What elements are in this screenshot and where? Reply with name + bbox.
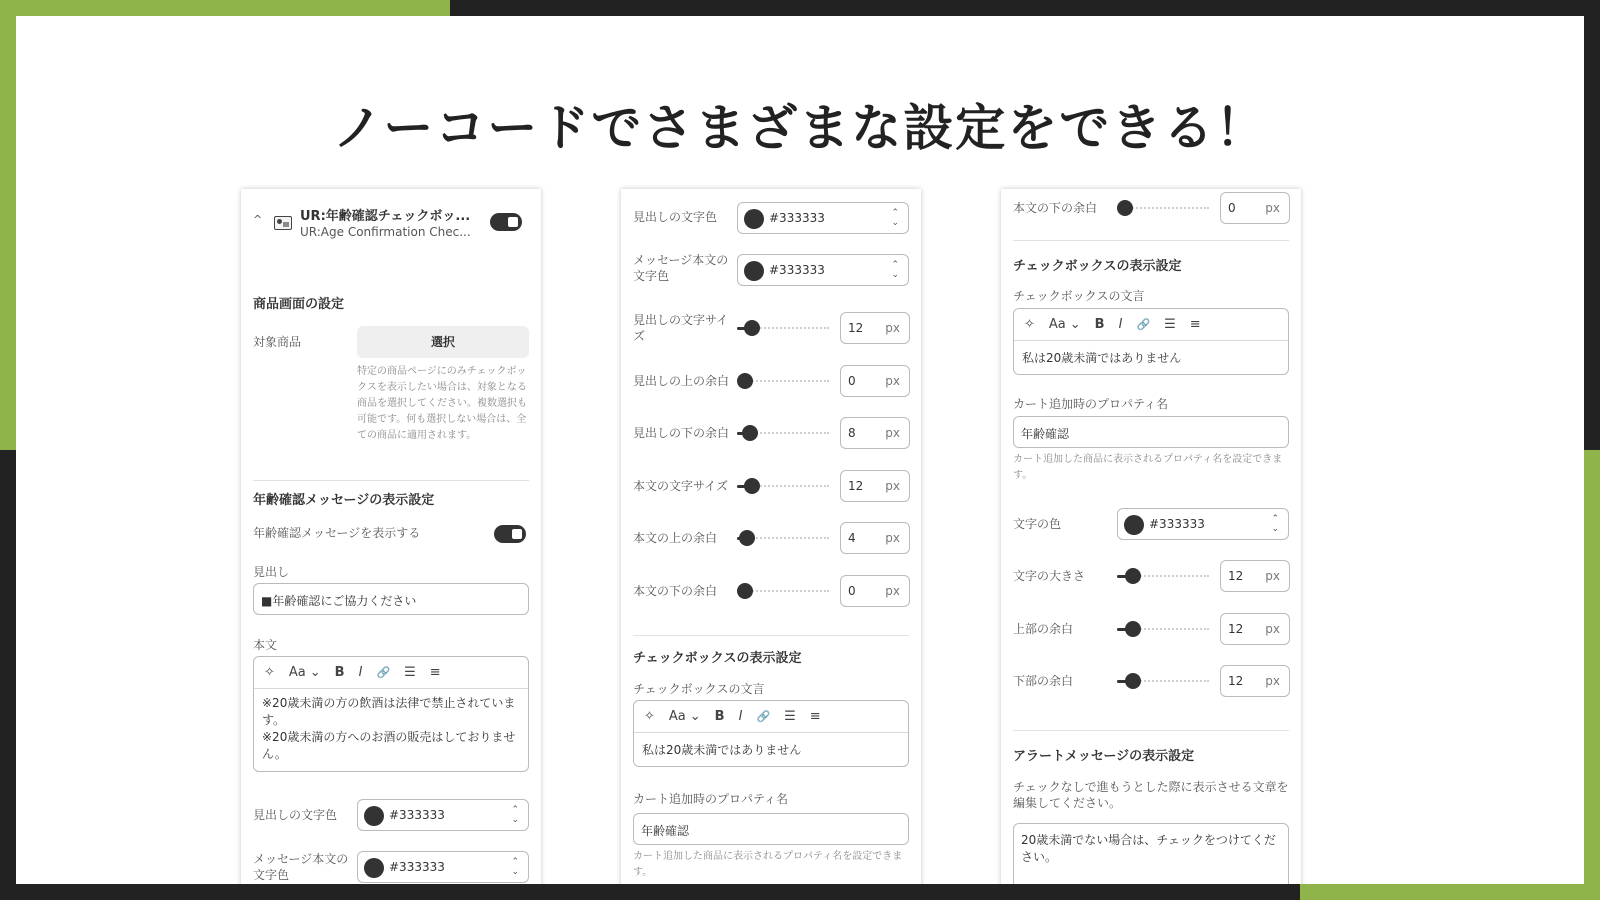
checkbox-section-title: チェックボックスの表示設定 <box>1013 259 1182 274</box>
number-value: 12 <box>848 321 864 335</box>
show-message-toggle[interactable] <box>494 525 526 543</box>
checkbox-text-label: チェックボックスの文言 <box>1013 289 1145 303</box>
number-input[interactable] <box>840 470 910 502</box>
app-icon <box>274 216 292 230</box>
bullet-list-icon[interactable]: ☰ <box>1164 316 1176 332</box>
text-color-label: 文字の色 <box>1013 517 1062 531</box>
settings-panel-3 <box>1001 189 1301 884</box>
number-input[interactable] <box>840 575 910 607</box>
heading-label: 見出し <box>253 565 290 579</box>
number-value: 0 <box>848 583 856 598</box>
app-title: UR:年齢確認チェックボッ... <box>300 209 471 224</box>
unit-label: px <box>1265 621 1280 636</box>
app-enable-toggle[interactable] <box>490 213 522 231</box>
target-product-label: 対象商品 <box>253 335 302 349</box>
age-message-section-title: 年齢確認メッセージの表示設定 <box>253 493 435 508</box>
select-arrows-icon: ⌃ ⌄ <box>511 857 519 877</box>
divider <box>1013 240 1289 241</box>
slider-handle[interactable] <box>744 320 760 336</box>
checkbox-section-title: チェックボックスの表示設定 <box>633 651 802 666</box>
color-value: #333333 <box>389 860 445 874</box>
body-bottom-margin-slider[interactable] <box>1117 200 1209 216</box>
editor-toolbar <box>1014 309 1288 341</box>
body-label: 本文 <box>253 638 278 652</box>
numbered-list-icon[interactable]: ≡ <box>429 664 441 680</box>
slider-label: 見出しの文字サイズ <box>633 313 729 343</box>
bold-icon[interactable]: B <box>714 708 725 724</box>
number-value: 4 <box>848 531 856 545</box>
body-bottom-margin-input[interactable] <box>1220 192 1290 224</box>
link-icon[interactable]: 🔗 <box>376 665 391 679</box>
checkbox-editor-content[interactable]: 私は20歳未満ではありません <box>642 743 802 757</box>
body-bottom-margin-label: 本文の下の余白 <box>1013 201 1098 215</box>
heading-color-label: 見出しの文字色 <box>253 808 338 822</box>
slider-handle[interactable] <box>1125 568 1141 584</box>
property-name-label: カート追加時のプロパティ名 <box>1013 397 1169 411</box>
slider-label: 見出しの上の余白 <box>633 373 730 388</box>
slider-handle[interactable] <box>742 425 758 441</box>
slider-handle[interactable] <box>1125 673 1141 689</box>
divider <box>633 635 909 636</box>
range-slider[interactable] <box>737 425 829 441</box>
number-input[interactable] <box>840 365 910 397</box>
msg-color-label: メッセージ本文の文字色 <box>253 852 349 882</box>
unit-label: px <box>885 321 900 335</box>
select-arrows-icon: ⌃ ⌄ <box>891 260 899 280</box>
chevron-down-icon[interactable]: ⌄ <box>689 708 701 724</box>
italic-icon[interactable]: I <box>358 664 363 680</box>
slider-label: 上部の余白 <box>1013 621 1074 636</box>
property-name-label: カート追加時のプロパティ名 <box>633 792 789 806</box>
color-value: #333333 <box>769 263 825 277</box>
unit-label: px <box>885 583 900 598</box>
number-input[interactable] <box>1220 665 1290 697</box>
number-value: 12 <box>1228 674 1244 688</box>
number-input[interactable] <box>840 522 910 554</box>
checkbox-rich-text-editor[interactable] <box>1013 308 1289 375</box>
body-rich-text-editor[interactable] <box>253 656 529 772</box>
italic-icon[interactable]: I <box>1118 316 1123 332</box>
settings-panel-1 <box>241 189 541 884</box>
range-slider[interactable] <box>737 320 829 336</box>
slider-label: 本文の文字サイズ <box>633 478 729 493</box>
bold-icon[interactable]: B <box>334 664 345 680</box>
magic-icon[interactable]: ✧ <box>1024 316 1035 332</box>
chevron-down-icon[interactable]: ⌄ <box>1069 316 1081 332</box>
slider-handle[interactable] <box>1117 200 1133 216</box>
slider-label: 下部の余白 <box>1013 674 1074 688</box>
color-value: #333333 <box>769 211 825 225</box>
numbered-list-icon[interactable]: ≡ <box>809 708 821 724</box>
editor-toolbar <box>634 701 908 733</box>
font-size-icon[interactable]: Aa <box>1048 316 1066 332</box>
number-input[interactable] <box>840 312 910 344</box>
chevron-down-icon[interactable]: ⌄ <box>309 664 321 680</box>
slider-handle[interactable] <box>739 530 755 546</box>
select-arrows-icon: ⌃ ⌄ <box>1271 514 1279 534</box>
range-slider[interactable] <box>737 373 829 389</box>
magic-icon[interactable]: ✧ <box>264 664 275 680</box>
color-swatch <box>364 858 384 878</box>
checkbox-rich-text-editor[interactable] <box>633 700 909 767</box>
magic-icon[interactable]: ✧ <box>644 708 655 724</box>
body-editor-content[interactable]: ※20歳未満の方の飲酒は法律で禁止されています。 ※20歳未満の方へのお酒の販売はしておりません。 <box>262 696 516 761</box>
alert-section-title: アラートメッセージの表示設定 <box>1013 749 1195 764</box>
alert-hint: チェックなしで進もうとした際に表示させる文章を編集してください。 <box>1013 780 1289 810</box>
number-input[interactable] <box>840 417 910 449</box>
link-icon[interactable]: 🔗 <box>1136 317 1151 331</box>
alert-message-textarea[interactable]: 20歳未満でない場合は、チェックをつけてください。 <box>1013 823 1289 884</box>
number-input[interactable] <box>1220 613 1290 645</box>
show-message-label: 年齢確認メッセージを表示する <box>253 526 421 540</box>
font-size-icon[interactable]: Aa <box>288 664 306 680</box>
unit-label: px <box>1265 201 1280 215</box>
slider-handle[interactable] <box>744 478 760 494</box>
checkbox-text-label: チェックボックスの文言 <box>633 682 765 696</box>
slider-label: 見出しの下の余白 <box>633 426 730 440</box>
unit-label: px <box>885 373 900 388</box>
text-color-select[interactable] <box>1117 508 1289 540</box>
unit-label: px <box>885 478 900 493</box>
select-arrows-icon: ⌃ ⌄ <box>511 805 519 825</box>
number-value: 0 <box>1228 201 1236 215</box>
range-slider[interactable] <box>737 583 829 599</box>
bold-icon[interactable]: B <box>1094 316 1105 332</box>
slider-handle[interactable] <box>1125 621 1141 637</box>
slider-label: 本文の上の余白 <box>633 531 718 545</box>
color-swatch <box>1124 515 1144 535</box>
select-arrows-icon: ⌃ ⌄ <box>891 208 899 228</box>
select-product-button[interactable]: 選択 <box>357 326 529 358</box>
product-section-title: 商品画面の設定 <box>253 297 345 312</box>
font-size-icon[interactable]: Aa <box>668 708 686 724</box>
slider-label: 文字の大きさ <box>1013 569 1086 583</box>
heading-color-select[interactable] <box>737 202 909 234</box>
color-value: #333333 <box>1149 517 1205 531</box>
number-value: 12 <box>1228 569 1244 583</box>
color-swatch <box>744 209 764 229</box>
slider-label: 本文の下の余白 <box>633 583 718 598</box>
range-slider[interactable] <box>1117 568 1209 584</box>
divider <box>253 480 529 481</box>
number-input[interactable] <box>1220 560 1290 592</box>
number-value: 8 <box>848 426 856 440</box>
range-slider[interactable] <box>1117 621 1209 637</box>
app-subtitle: UR:Age Confirmation Chec... <box>300 225 471 239</box>
editor-toolbar <box>254 657 528 689</box>
number-value: 12 <box>1228 621 1244 636</box>
number-value: 12 <box>848 478 864 493</box>
unit-label: px <box>1265 569 1280 583</box>
checkbox-editor-content[interactable]: 私は20歳未満ではありません <box>1022 351 1182 365</box>
target-product-hint: 特定の商品ページにのみチェックボックスを表示したい場合は、対象となる商品を選択してください。複数選択も可能です。何も選択しない場合は、全ての商品に適用されます。 <box>357 366 527 441</box>
settings-panel-2 <box>621 189 921 884</box>
italic-icon[interactable]: I <box>738 708 743 724</box>
bullet-list-icon[interactable]: ☰ <box>784 708 796 724</box>
unit-label: px <box>885 531 900 545</box>
slide <box>16 16 1584 884</box>
unit-label: px <box>1265 674 1280 688</box>
property-name-input[interactable]: 年齢確認 <box>633 813 909 845</box>
slider-handle[interactable] <box>737 373 753 389</box>
unit-label: px <box>885 426 900 440</box>
link-icon[interactable]: 🔗 <box>756 709 771 723</box>
property-name-hint: カート追加した商品に表示されるプロパティ名を設定できます。 <box>1013 454 1283 481</box>
msg-color-select[interactable] <box>357 851 529 883</box>
msg-color-label: メッセージ本文の文字色 <box>633 253 729 283</box>
range-slider[interactable] <box>1117 673 1209 689</box>
numbered-list-icon[interactable]: ≡ <box>1189 316 1201 332</box>
color-swatch <box>744 261 764 281</box>
heading-color-select[interactable] <box>357 799 529 831</box>
msg-color-select[interactable] <box>737 254 909 286</box>
page-title: ノーコードでさまざまな設定をできる！ <box>332 99 1268 157</box>
number-value: 0 <box>848 373 856 388</box>
slider-handle[interactable] <box>737 583 753 599</box>
bullet-list-icon[interactable]: ☰ <box>404 664 416 680</box>
color-swatch <box>364 806 384 826</box>
property-name-input[interactable]: 年齢確認 <box>1013 416 1289 448</box>
range-slider[interactable] <box>737 478 829 494</box>
collapse-chevron-icon[interactable]: ^ <box>253 213 263 226</box>
color-value: #333333 <box>389 808 445 822</box>
heading-color-label: 見出しの文字色 <box>633 210 718 224</box>
range-slider[interactable] <box>737 530 829 546</box>
property-name-hint: カート追加した商品に表示されるプロパティ名を設定できます。 <box>633 851 903 878</box>
divider <box>1013 730 1289 731</box>
heading-input[interactable]: ■年齢確認にご協力ください <box>253 583 529 615</box>
